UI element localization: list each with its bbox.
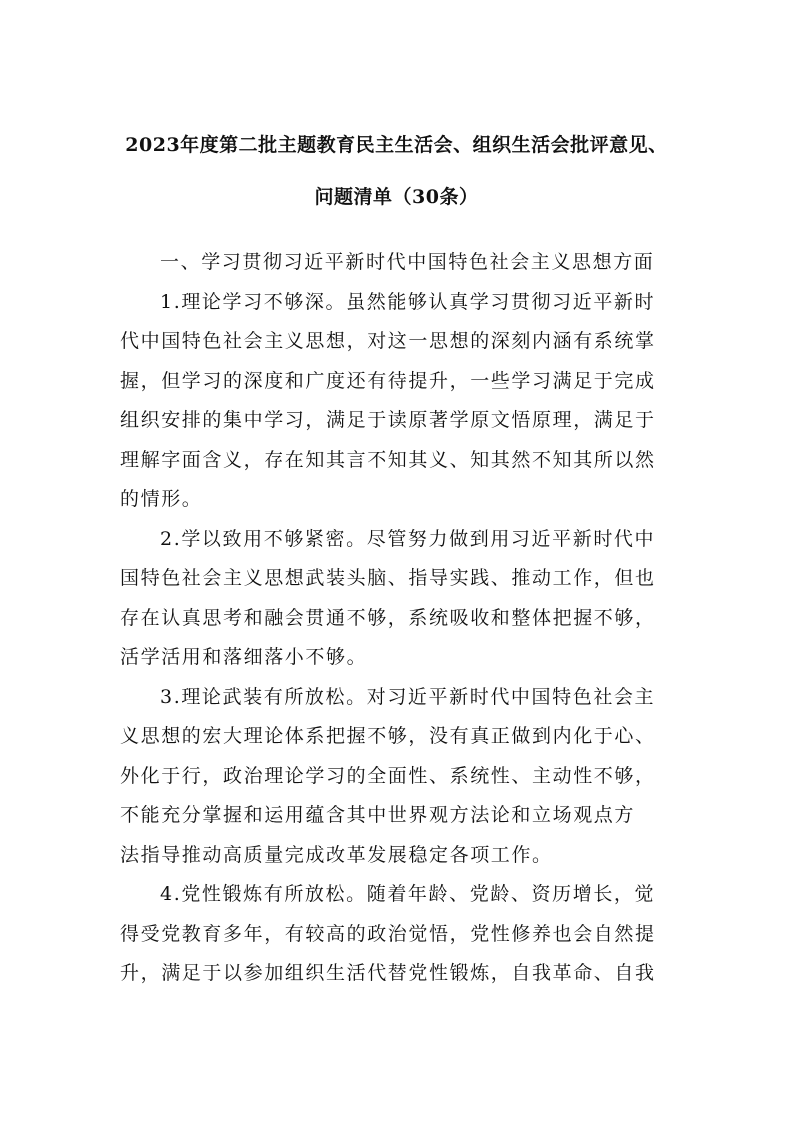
paragraph-2 bbox=[120, 520, 676, 678]
paragraph-line: 外化于行，政治理论学习的全面性、系统性、主动性不够， bbox=[120, 764, 656, 787]
paragraph-line: 活学活用和落细落小不够。 bbox=[120, 646, 368, 668]
paragraph-line: 不能充分掌握和运用蕴含其中世界观方法论和立场观点方 bbox=[120, 804, 636, 826]
paragraph-line: 2.学以致用不够紧密。尽管努力做到用习近平新时代中 bbox=[160, 527, 656, 550]
paragraph-line: 理解字面含义，存在知其言不知其义、知其然不知其所以然 bbox=[120, 448, 656, 471]
paragraph-line: 4.党性锻炼有所放松。随着年龄、党龄、资历增长，觉 bbox=[160, 883, 656, 905]
paragraph-line: 3.理论武装有所放松。对习近平新时代中国特色社会主 bbox=[160, 685, 656, 708]
document-body bbox=[120, 243, 676, 994]
paragraph-line: 义思想的宏大理论体系把握不够，没有真正做到内化于心、 bbox=[120, 725, 656, 747]
paragraph-line: 1.理论学习不够深。虽然能够认真学习贯彻习近平新时 bbox=[160, 290, 656, 313]
section-heading-text: 一、学习贯彻习近平新时代中国特色社会主义思想方面 bbox=[160, 251, 655, 273]
paragraph-1 bbox=[120, 283, 676, 520]
section-heading bbox=[120, 243, 676, 283]
paragraph-4 bbox=[120, 875, 676, 994]
paragraph-line: 的情形。 bbox=[120, 488, 203, 510]
document-title-line-1: 2023年度第二批主题教育民主生活会、组织生活会批评意见、 bbox=[125, 134, 668, 156]
paragraph-line: 握，但学习的深度和广度还有待提升，一些学习满足于完成 bbox=[120, 369, 656, 392]
document-title-line-2: 问题清单（30条） bbox=[314, 186, 479, 208]
paragraph-line: 组织安排的集中学习，满足于读原著学原文悟原理，满足于 bbox=[120, 409, 656, 431]
paragraph-line: 国特色社会主义思想武装头脑、指导实践、推动工作，但也 bbox=[120, 567, 656, 589]
paragraph-line: 法指导推动高质量完成改革发展稳定各项工作。 bbox=[120, 843, 553, 866]
paragraph-3 bbox=[120, 678, 676, 876]
paragraph-line: 升，满足于以参加组织生活代替党性锻炼，自我革命、自我 bbox=[120, 962, 656, 984]
paragraph-line: 存在认真思考和融会贯通不够，系统吸收和整体把握不够， bbox=[120, 606, 656, 629]
paragraph-line: 得受党教育多年，有较高的政治觉悟，党性修养也会自然提 bbox=[120, 922, 656, 945]
paragraph-line: 代中国特色社会主义思想，对这一思想的深刻内涵有系统掌 bbox=[120, 330, 656, 352]
